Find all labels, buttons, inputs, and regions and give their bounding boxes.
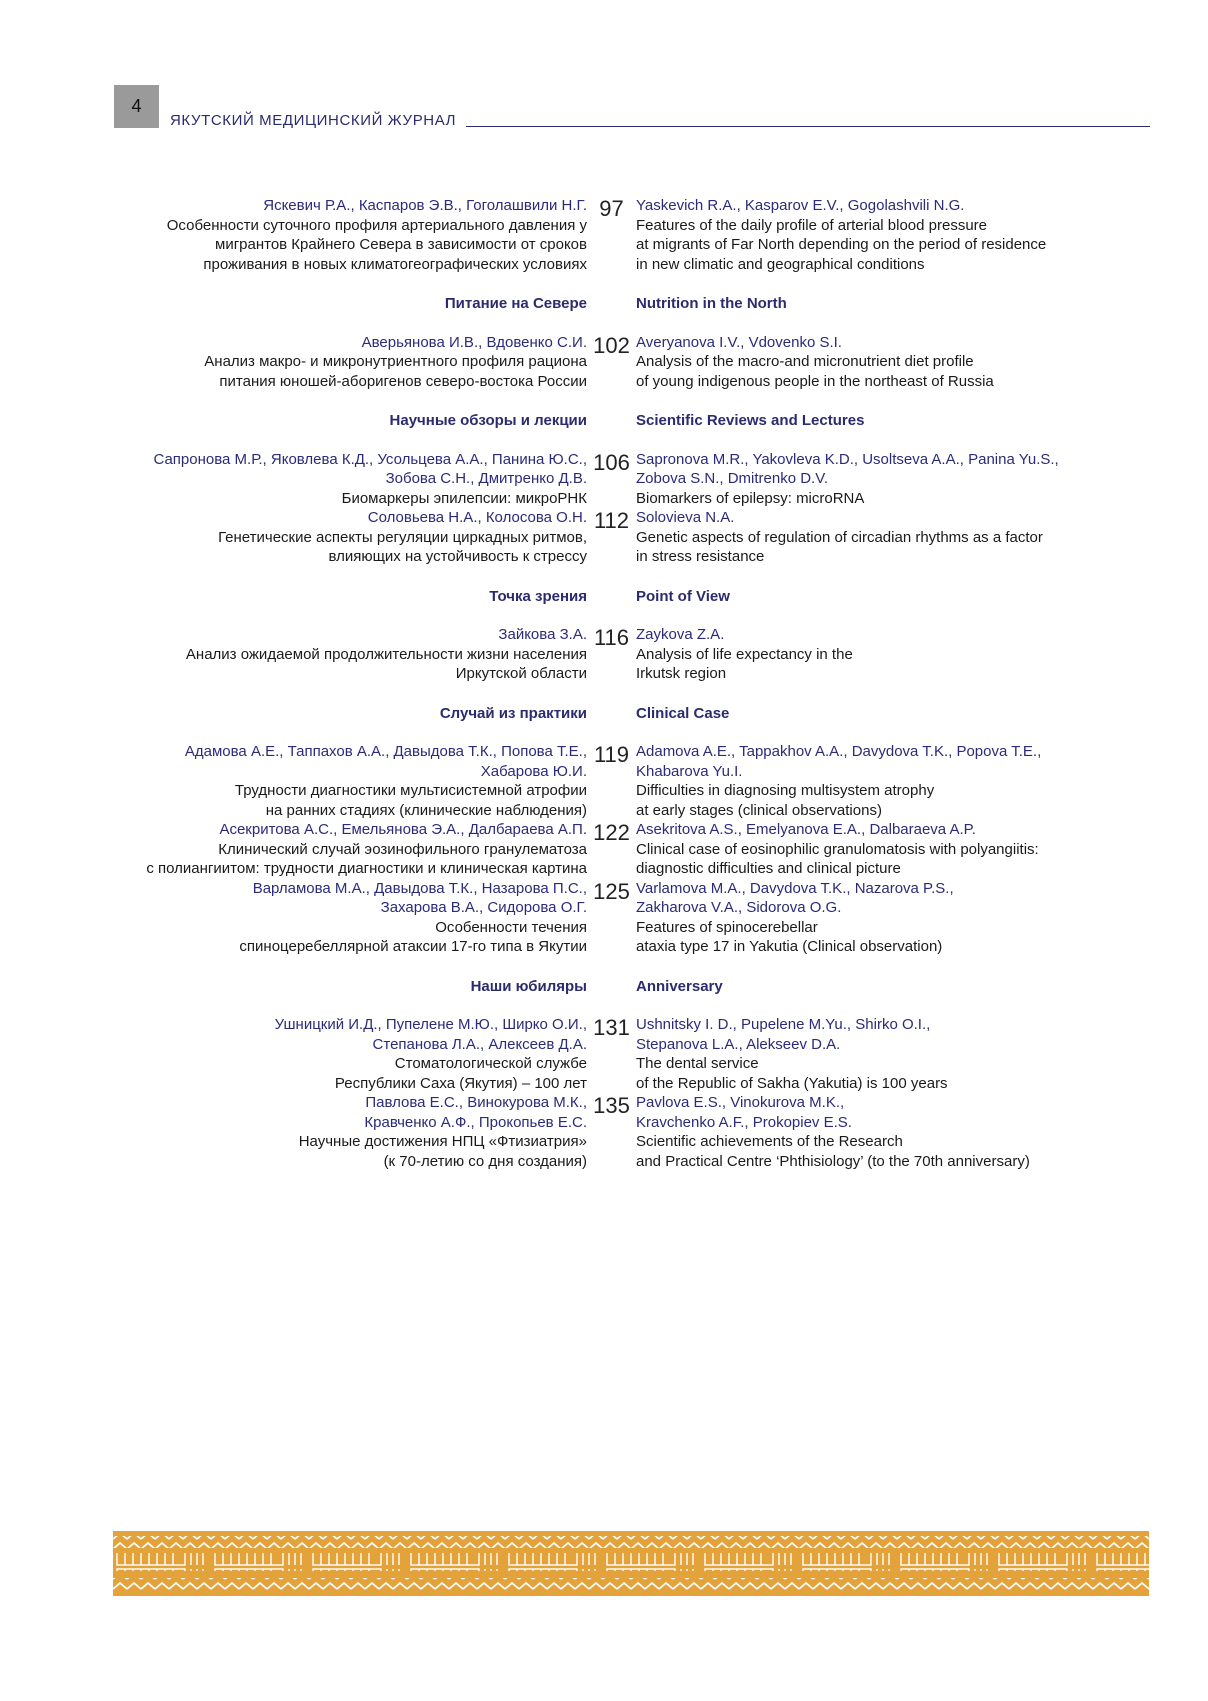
entry-en: [636, 820, 1150, 879]
entry-ru: [100, 879, 587, 957]
section-title-en: Clinical Case: [636, 704, 730, 722]
title-line-ru: (к 70-летию со дня создания): [383, 1152, 587, 1170]
title-line-en: Biomarkers of epilepsy: microRNA: [636, 489, 865, 507]
title-line-ru: Стоматологической службе: [394, 1055, 587, 1072]
title-line-ru: Иркутской области: [455, 665, 587, 682]
title-line-ru: влияющих на устойчивость к стрессу: [328, 548, 587, 565]
authors-ru: Кравченко А.Ф., Прокопьев Е.С.: [364, 1113, 587, 1131]
authors-en: Zaykova Z.A.: [636, 626, 725, 643]
authors-en: Zobova S.N., Dmitrenko D.V.: [636, 470, 829, 487]
entry-ru: [100, 1015, 587, 1093]
section-heading: [100, 704, 1150, 724]
section-heading: [100, 587, 1150, 607]
authors-en: Kravchenko A.F., Prokopiev E.S.: [636, 1113, 852, 1131]
section-heading: [100, 294, 1150, 314]
title-line-en: The dental service: [636, 1055, 759, 1072]
title-line-en: diagnostic difficulties and clinical picture: [636, 860, 901, 877]
title-line-ru: мигрантов Крайнего Севера в зависимости от сроков: [215, 236, 587, 253]
section-title-ru: Научные обзоры и лекции: [389, 412, 587, 429]
title-line-ru: Биомаркеры эпилепсии: микроРНК: [341, 489, 587, 507]
section-title-ru: Питание на Севере: [444, 295, 587, 312]
title-line-en: Analysis of life expectancy in the: [636, 645, 853, 663]
authors-ru: Зайкова З.А.: [498, 626, 587, 643]
authors-ru: Павлова Е.С., Винокурова М.К.,: [365, 1094, 587, 1111]
toc-entry: [100, 1093, 1150, 1171]
title-line-ru: Республики Саха (Якутия) – 100 лет: [334, 1074, 587, 1092]
authors-en: Ushnitsky I. D., Pupelene M.Yu., Shirko O.I.,: [636, 1016, 931, 1033]
title-line-en: Irkutsk region: [636, 665, 727, 682]
entry-ru: [100, 333, 587, 392]
page-ref[interactable]: 106: [593, 449, 630, 475]
toc-entry: [100, 820, 1150, 879]
authors-ru: Сапронова М.Р., Яковлева К.Д., Усольцева А.А., Панина Ю.С.,: [153, 450, 587, 468]
section-title-ru: Наши юбиляры: [470, 977, 587, 995]
title-line-en: ataxia type 17 in Yakutia (Clinical observation): [636, 938, 943, 955]
entry-en: [636, 1015, 1150, 1093]
title-line-en: at early stages (clinical observations): [636, 801, 882, 819]
page-ref[interactable]: 119: [593, 742, 630, 767]
title-line-en: of the Republic of Sakha (Yakutia) is 100 years: [636, 1074, 948, 1092]
toc-entry: [100, 196, 1150, 274]
title-line-ru: Научные достижения НПЦ «Фтизиатрия»: [298, 1133, 587, 1150]
authors-ru: Яскевич Р.А., Каспаров Э.В., Гоголашвили Н.Г.: [263, 197, 587, 214]
authors-ru: Хабарова Ю.И.: [480, 762, 587, 780]
title-line-ru: Особенности суточного профиля артериального давления у: [166, 216, 587, 234]
section-title-en: Point of View: [636, 587, 730, 605]
title-line-en: in stress resistance: [636, 548, 765, 565]
title-line-ru: на ранних стадиях (клинические наблюдения): [265, 801, 587, 819]
entry-ru: [100, 196, 587, 274]
authors-en: Pavlova E.S., Vinokurova M.K.,: [636, 1094, 845, 1111]
toc-entry: [100, 742, 1150, 820]
authors-ru: Степанова Л.А., Алексеев Д.А.: [372, 1035, 587, 1053]
section-title-ru: Случай из практики: [439, 704, 587, 722]
entry-en: [636, 333, 1150, 392]
title-line-en: Clinical case of eosinophilic granulomatosis with polyangiitis:: [636, 840, 1039, 858]
entry-en: [636, 742, 1150, 820]
title-line-ru: Анализ макро- и микронутриентного профиля рациона: [204, 353, 587, 370]
authors-en: Yaskevich R.A., Kasparov E.V., Gogolashvili N.G.: [636, 197, 965, 214]
authors-ru: Соловьева Н.А., Колосова О.Н.: [367, 509, 587, 526]
header-rule: [466, 126, 1150, 127]
section-title-ru: Точка зрения: [489, 587, 587, 605]
journal-title: ЯКУТСКИЙ МЕДИЦИНСКИЙ ЖУРНАЛ: [170, 112, 457, 129]
section-heading: [100, 977, 1150, 997]
page-ref[interactable]: 131: [593, 1015, 630, 1040]
title-line-ru: Клинический случай эозинофильного гранулематоза: [218, 840, 587, 858]
authors-ru: Захарова В.А., Сидорова О.Г.: [380, 899, 587, 916]
table-of-contents: [100, 196, 1150, 1171]
entry-ru: [100, 742, 587, 820]
authors-en: Sapronova M.R., Yakovleva K.D., Usoltseva A.A., Panina Yu.S.,: [636, 450, 1059, 468]
title-line-ru: Генетические аспекты регуляции циркадных ритмов,: [218, 528, 587, 546]
section-title-en: Anniversary: [636, 977, 723, 995]
authors-en: Averyanova I.V., Vdovenko S.I.: [636, 333, 842, 351]
title-line-en: Difficulties in diagnosing multisystem atrophy: [636, 782, 935, 799]
page-ref[interactable]: 112: [593, 508, 630, 533]
title-line-en: Scientific achievements of the Research: [636, 1133, 903, 1150]
ornament-border-icon: [113, 1531, 1149, 1596]
section-heading: [100, 411, 1150, 431]
authors-en: Solovieva N.A.: [636, 509, 735, 526]
title-line-en: at migrants of Far North depending on the period of residence: [636, 236, 1047, 253]
entry-ru: [100, 625, 587, 684]
title-line-ru: Трудности диагностики мультисистемной атрофии: [234, 782, 587, 799]
authors-ru: Варламова М.А., Давыдова Т.К., Назарова П.С.,: [252, 879, 587, 897]
authors-en: Asekritova A.S., Emelyanova E.A., Dalbaraeva A.P.: [636, 821, 976, 838]
authors-en: Adamova A.E., Tappakhov A.A., Davydova T.K., Popova T.E.,: [636, 743, 1042, 760]
toc-entry: [100, 508, 1150, 567]
toc-entry: [100, 450, 1150, 509]
page-ref[interactable]: 97: [599, 196, 624, 221]
toc-entry: [100, 1015, 1150, 1093]
section-title-en: Scientific Reviews and Lectures: [636, 412, 865, 429]
title-line-ru: проживания в новых климатогеографических условиях: [203, 255, 587, 273]
authors-en: Stepanova L.A., Alekseev D.A.: [636, 1035, 841, 1053]
toc-entry: [100, 879, 1150, 957]
title-line-ru: спиноцеребеллярной атаксии 17-го типа в Якутии: [239, 938, 587, 955]
page-ref[interactable]: 125: [593, 878, 630, 904]
authors-ru: Зобова С.Н., Дмитренко Д.В.: [385, 470, 587, 487]
title-line-en: of young indigenous people in the northeast of Russia: [636, 372, 994, 390]
title-line-en: in new climatic and geographical conditions: [636, 255, 925, 273]
authors-ru: Ушницкий И.Д., Пупелене М.Ю., Ширко О.И.,: [274, 1016, 587, 1033]
page-ref[interactable]: 122: [593, 820, 630, 845]
title-line-ru: Анализ ожидаемой продолжительности жизни населения: [185, 645, 587, 663]
entry-ru: [100, 508, 587, 567]
title-line-en: Features of the daily profile of arterial blood pressure: [636, 216, 988, 234]
page-ref[interactable]: 102: [593, 332, 630, 358]
title-line-ru: с полиангиитом: трудности диагностики и клиническая картина: [146, 860, 587, 877]
authors-en: Zakharova V.A., Sidorova O.G.: [636, 899, 842, 916]
toc-entry: [100, 333, 1150, 392]
title-line-en: Genetic aspects of regulation of circadian rhythms as a factor: [636, 528, 1043, 546]
entry-en: [636, 450, 1150, 509]
section-title-en: Nutrition in the North: [636, 295, 787, 312]
entry-en: [636, 1093, 1150, 1171]
entry-en: [636, 879, 1150, 957]
entry-en: [636, 196, 1150, 274]
authors-ru: Адамова А.Е., Таппахов А.А., Давыдова Т.К., Попова Т.Е.,: [184, 743, 587, 760]
entry-ru: [100, 1093, 587, 1171]
title-line-en: Features of spinocerebellar: [636, 918, 818, 936]
page-ref[interactable]: 135: [593, 1093, 630, 1118]
entry-en: [636, 625, 1150, 684]
title-line-en: and Practical Centre ‘Phthisiology’ (to the 70th anniversary): [636, 1152, 1030, 1170]
authors-en: Khabarova Yu.I.: [636, 762, 743, 780]
entry-ru: [100, 450, 587, 509]
authors-en: Varlamova M.A., Davydova T.K., Nazarova P.S.,: [636, 879, 954, 897]
entry-ru: [100, 820, 587, 879]
page-number: 4: [114, 85, 159, 128]
entry-en: [636, 508, 1150, 567]
title-line-ru: Особенности течения: [435, 918, 587, 936]
authors-ru: Аверьянова И.В., Вдовенко С.И.: [361, 333, 587, 351]
page-ref[interactable]: 116: [593, 625, 630, 650]
title-line-en: Analysis of the macro-and micronutrient diet profile: [636, 353, 974, 370]
toc-entry: [100, 625, 1150, 684]
title-line-ru: питания юношей-аборигенов северо-востока России: [219, 372, 587, 390]
authors-ru: Асекритова А.С., Емельянова Э.А., Далбараева А.П.: [219, 821, 587, 838]
